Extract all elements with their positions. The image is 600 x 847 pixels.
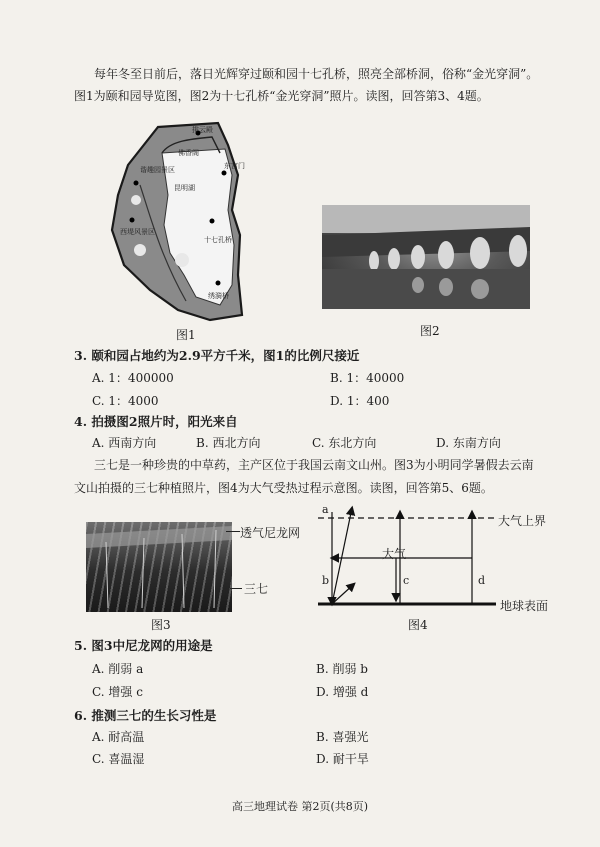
- question-3-stem: 3. 颐和园占地约为2.9平方千米，图1的比例尺接近: [74, 348, 360, 363]
- map-label-xiequyuan: 谐趣园景区: [140, 166, 175, 174]
- fig3-net-pointer: [226, 531, 240, 532]
- intro2-line1: 三七是一种珍贵的中草药，主产区位于我国云南文山州。图3为小明同学暑假去云南: [94, 458, 534, 472]
- map-label-dongongmen: 东宫门: [224, 162, 245, 170]
- q4-option-b[interactable]: B. 西北方向: [196, 436, 261, 450]
- map-label-xidi: 西堤风景区: [120, 228, 155, 236]
- q4-option-d[interactable]: D. 东南方向: [436, 436, 501, 450]
- fig3-label-plant: 三七: [244, 582, 269, 596]
- map-label-kunminghu: 昆明湖: [174, 184, 195, 192]
- fig3-plant-pointer: [230, 588, 242, 589]
- fig4-label-d: d: [478, 574, 486, 587]
- figure-1-map: [100, 115, 260, 325]
- map-label-foxiangge: 佛香阁: [178, 149, 199, 157]
- q6-option-c[interactable]: C. 喜温湿: [92, 752, 145, 766]
- figure-2-photo: [322, 205, 530, 309]
- q3-option-a[interactable]: A. 1：400000: [92, 371, 174, 385]
- figure-2-caption: 图2: [420, 324, 440, 338]
- q4-option-c[interactable]: C. 东北方向: [312, 436, 377, 450]
- fig4-label-surface: 地球表面: [500, 599, 549, 613]
- intro2-line2: 文山拍摄的三七种植照片，图4为大气受热过程示意图。读图，回答第5、6题。: [74, 481, 493, 495]
- map-label-xiuyiqiao: 绣漪桥: [208, 292, 229, 300]
- fig4-label-c: c: [403, 574, 410, 587]
- question-4-stem: 4. 拍摄图2照片时，阳光来自: [74, 414, 238, 429]
- question-6-stem: 6. 推测三七的生长习性是: [74, 708, 217, 723]
- intro1-line1: 每年冬至日前后，落日光辉穿过颐和园十七孔桥，照亮全部桥洞，俗称“金光穿洞”。: [94, 67, 539, 81]
- figure-1-caption: 图1: [176, 328, 196, 342]
- q5-option-a[interactable]: A. 削弱 a: [92, 662, 144, 676]
- map-label-shiqikongqiao: 十七孔桥: [204, 236, 232, 244]
- q5-option-b[interactable]: B. 削弱 b: [316, 662, 368, 676]
- fig4-label-a: a: [322, 503, 329, 516]
- figure-4-caption: 图4: [408, 618, 428, 632]
- map-label-paiyundian: 排云殿: [192, 126, 213, 134]
- q3-option-b[interactable]: B. 1：40000: [330, 371, 405, 385]
- figure-3-photo: [86, 522, 232, 612]
- q6-option-a[interactable]: A. 耐高温: [92, 730, 145, 744]
- q6-option-b[interactable]: B. 喜强光: [316, 730, 369, 744]
- q5-option-c[interactable]: C. 增强 c: [92, 685, 143, 699]
- fig4-label-atmosphere: 大气: [382, 547, 407, 561]
- q6-option-d[interactable]: D. 耐干旱: [316, 752, 369, 766]
- fig4-label-top: 大气上界: [498, 514, 547, 528]
- page-footer: 高三地理试卷 第2页(共8页): [231, 800, 369, 813]
- q3-option-c[interactable]: C. 1：4000: [92, 394, 159, 408]
- q5-option-d[interactable]: D. 增强 d: [316, 685, 369, 699]
- figure-3-caption: 图3: [151, 618, 171, 632]
- q4-option-a[interactable]: A. 西南方向: [92, 436, 157, 450]
- fig3-label-net: 透气尼龙网: [240, 526, 301, 540]
- fig4-label-b: b: [322, 574, 330, 587]
- intro1-line2: 图1为颐和园导览图，图2为十七孔桥“金光穿洞”照片。读图，回答第3、4题。: [74, 89, 489, 103]
- q3-option-d[interactable]: D. 1：400: [330, 394, 390, 408]
- question-5-stem: 5. 图3中尼龙网的用途是: [74, 638, 213, 653]
